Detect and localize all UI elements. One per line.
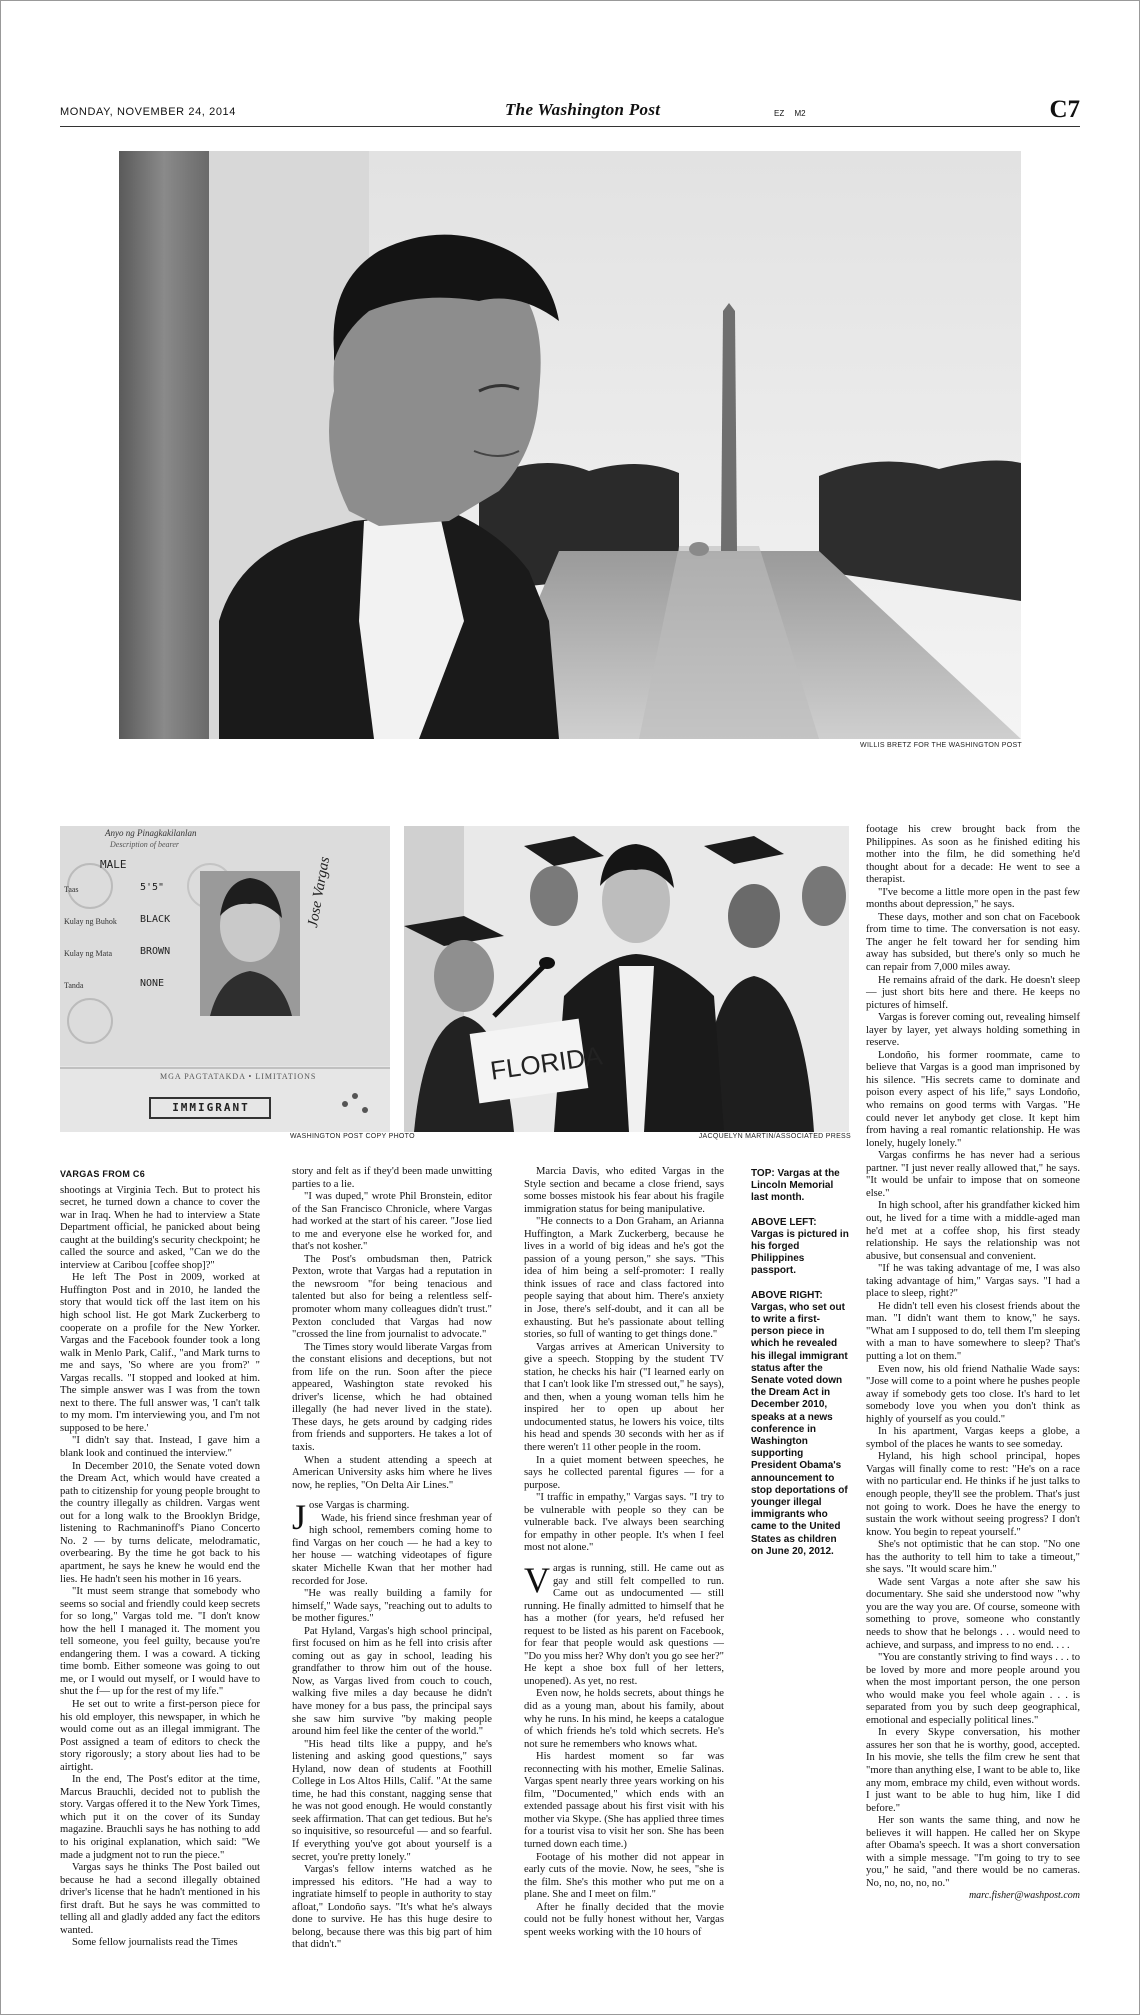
paragraph: After he finally decided that the movie could not be fully honest without her, Vargas spent weeks working with the 10 hours of [524, 1901, 724, 1938]
paragraph: Hyland, his high school principal, hopes Vargas will finally come to rest: "He's on a race with no particular end. He thinks if he just talks to enough people, they'll see the problem. That's just not going to work. Does he have the energy to sustain the work without seeing progress? I don't know. You begin to repeat yourself." [866, 1451, 1080, 1538]
main-photo-credit: WILLIS BRETZ FOR THE WASHINGTON POST [860, 742, 1022, 749]
dropcap-text: ose Vargas is charming. [309, 1500, 410, 1512]
passport-label-hair: Kulay ng Buhok [64, 917, 117, 926]
paragraph: "He connects to a Don Graham, an Arianna Huffington, a Mark Zuckerberg, because he lives in a world of big ideas and he's got the passion of a young person," she says. "This idea of him being a self-promoter: I really think issues of race and class factored into people saying that about him. There's anxiety in Jose, there's self-doubt, and it can all be exhausting. But he's passionate about telling stories, so full of wanting to get things done." [524, 1216, 724, 1341]
paragraph: Wade sent Vargas a note after she saw his documentary. She said she understood now "why you are the way you are. Of course, someone with something to prove, someone who constantly needs to show that he belongs . . . would need to achieve, and surpass, and impress to no end. . . . [866, 1576, 1080, 1651]
paragraph: In high school, after his grandfather kicked him out, he lived for a time with a middle-aged man he'd met at a coffee shop, his first steady relationship. He says the relationship was not abusive, but consensual and convenient. [866, 1200, 1080, 1262]
paragraph: In December 2010, the Senate voted down the Dream Act, which would have created a path to citizenship for young people brought to the country illegally as children. Vargas went out for a long walk to the Brooklyn Bridge, listening to Rachmaninoff's Piano Concerto No. 2 — by turns delicate, melodramatic, overbearing. By the time he got back to his apartment, he says he knew he would end the lies. He hadn't seen his mother in 16 years. [60, 1460, 260, 1585]
newspaper-name: The Washington Post [505, 100, 661, 119]
paragraph: footage his crew brought back from the Philippines. As soon as he finished editing his mother into the film, he did something he'd thought about for a decade: He went to see a therapist. [866, 824, 1080, 886]
paragraph: The Post's ombudsman then, Patrick Pexton, wrote that Vargas had a reputation in the newsroom "for being tenacious and talented but also for being a relentless self-promoter whom many colleagues didn't trust." Pexton concluded that Vargas had now "crossed the line from journalist to advocate." [292, 1253, 492, 1341]
paragraph: Vargas says he thinks The Post bailed out because he had a second illegally obtained driver's license that he hadn't mentioned in his first draft. But he says he was committed to telling all and gladly added any fact the editors wanted. [60, 1862, 260, 1936]
author-email: marc.fisher@washpost.com [968, 1890, 1080, 1902]
news-conference-image [404, 826, 849, 1132]
page-header [60, 98, 1080, 127]
paragraph: shootings at Virginia Tech. But to protect his secret, he turned down a chance to cover the war in Iraq. When he had to interview a State Department official, he panicked about being caught at the building's security checkpoint; he called the source and asked, "Can we do the interview at Caribou [coffee shop]?" [60, 1184, 260, 1271]
paragraph: Londoño, his former roommate, came to believe that Vargas is a good man imprisoned by his silence. "His secrets came to dominate and poison every aspect of his life," says Londoño, who remains on good terms with Vargas. "He could never let anybody get close. It kept him from having a real romantic relationship. He was lonely, hugely lonely." [866, 1049, 1080, 1149]
paragraph: In his apartment, Vargas keeps a globe, a symbol of the places he wants to see someday. [866, 1426, 1080, 1450]
paragraph: He set out to write a first-person piece for his old employer, this newspaper, in which he would come out as an illegal immigrant. The Post assigned a team of editors to check the story rigorously; a story about lies had to be airtight. [60, 1698, 260, 1773]
passport-label-eyes: Kulay ng Mata [64, 949, 112, 958]
passport-label-height: Taas [64, 885, 79, 894]
paragraph: "I've become a little more open in the past few months about depression," he says. [866, 886, 1080, 911]
paragraph: "I was duped," wrote Phil Bronstein, editor of the San Francisco Chronicle, where Vargas had worked at the start of his career. "Jose lied to me and everyone else he worked for, and that's not kosher." [292, 1191, 492, 1253]
paragraph: In the end, The Post's editor at the time, Marcus Brauchli, decided not to publish the story. Vargas offered it to the New York Times, which put it on the cover of its Sunday magazine. Brauchli says he has nothing to add to his original explanation, which said: "We made a judgment not to run the piece." [60, 1774, 260, 1861]
passport-value-hair: BLACK [140, 914, 171, 925]
paragraph: Vargas arrives at American University to give a speech. Stopping by the student TV station, he checks his hair ("I learned early on that I can't look like I'm stressed out," he says), and then, when a young woman tells him he inspired her to open up about her undocumented status, he lowers his voice, tilts his head and spends 30 seconds with her as if there weren't 11 other people in the room. [524, 1341, 724, 1454]
passport-value-marks: NONE [140, 978, 165, 989]
article-column-3 [524, 1166, 724, 1939]
paragraph: Vargas is forever coming out, revealing himself layer by layer, yet always holding something in reserve. [866, 1012, 1080, 1049]
passport-description-label: Anyo ng Pinagkakilanlan [105, 828, 197, 838]
paragraph: He didn't tell even his closest friends about the man. "I didn't want them to know," he says. "What am I supposed to do, tell them I'm sleeping with a man to have somewhere to sleep? That's putting a lot on them." [866, 1300, 1080, 1362]
paragraph: In every Skype conversation, his mother assures her son that he is worthy, good, accepted. In his movie, she tells the film crew he sent that "more than anything else, I want to be able to, like any mom, embrace my child, even without words. I just want to be able to hug him, like I did before." [866, 1727, 1080, 1814]
passport-photo [60, 826, 390, 1132]
dropcap-paragraph [524, 1559, 724, 1688]
paragraph: Footage of his mother did not appear in early cuts of the movie. Now, he sees, "she is the film. She's this mother who put me on a plane. She and I meet on film." [524, 1851, 724, 1901]
passport-field-labels [64, 874, 134, 1002]
paragraph: "I traffic in empathy," Vargas says. "I try to be vulnerable with people so they can be vulnerable back. I've always been searching for empathy in other people. It's when I feel most not alone." [524, 1492, 724, 1554]
page-number: C7 [1049, 96, 1080, 123]
paragraph: He remains afraid of the dark. He doesn't sleep — just short bits here and there. He keeps no pictures of himself. [866, 974, 1080, 1011]
article-column-2 [292, 1166, 492, 1952]
drop-cap: J [292, 1497, 307, 1538]
edition-code: EZ M2 [774, 109, 806, 118]
paragraph: In a quiet moment between speeches, he says he collected parental figures — for a purpose. [524, 1454, 724, 1491]
jump-line: VARGAS FROM C6 [60, 1169, 146, 1179]
paragraph: "If he was taking advantage of me, I was also taking advantage of him," Vargas says. "I had a place to sleep, right?" [866, 1263, 1080, 1300]
paragraph: She's not optimistic that he can stop. "No one has the authority to tell him to take a timeout," she says. "It would scare him." [866, 1539, 1080, 1576]
passport-limitations-label: MGA PAGTATAKDA • LIMITATIONS [160, 1072, 317, 1081]
drop-cap: V [524, 1559, 550, 1600]
rally-photo [404, 826, 849, 1132]
paragraph: These days, mother and son chat on Facebook from time to time. The conversation is not easy. The anger he felt toward her for sending him away has subsided, but there's only so much he can repair from 7,000 miles away. [866, 911, 1080, 974]
paragraph: story and felt as if they'd been made unwitting parties to a lie. [292, 1166, 492, 1190]
dropcap-paragraph [292, 1497, 492, 1538]
article-column-4 [866, 824, 1080, 1903]
paragraph: The Times story would liberate Vargas from the constant elisions and deceptions, but not from life on the run. Soon after the piece appeared, Washington state revoked his driver's license, which he had obtained illegally (he had never lived in the state). These days, he gets around by cadging rides from friends and supporters. He takes a lot of taxis. [292, 1341, 492, 1454]
paragraph: Even now, he holds secrets, about things he did as a young man, about his family, about why he runs. In his mind, he keeps a catalogue of which friends he's told which secrets. He's not sure he remembers who knows what. [524, 1688, 724, 1750]
passport-value-height: 5'5" [140, 882, 165, 893]
paragraph: Pat Hyland, Vargas's high school principal, first focused on him as he fell into crisis after coming out as gay in school, leading his grandfather to throw him out of the house. Now, as Vargas lived from couch to couch, walking five miles a day because he didn't have money for a bus pass, the principal says she saw him survive "by making people around him feel like the center of the world." [292, 1625, 492, 1738]
paragraph: Vargas's fellow interns watched as he impressed his editors. "He had a way to ingratiate himself to people in authority to stay afloat," Londoño says. "It's what he's always done to survive. He has this huge desire to belong, because there was this big part of him that didn't." [292, 1864, 492, 1951]
paragraph: "He was really building a family for himself," Wade says, "reaching out to adults to be mother figures." [292, 1588, 492, 1625]
passport-photo-credit: WASHINGTON POST COPY PHOTO [290, 1133, 415, 1140]
caption-above-right: ABOVE RIGHT: Vargas, who set out to write a first-person piece in which he revealed his illegal immigrant status after the Senate voted down the Dream Act in December 2010, speaks at a news conference in Washington supporting President Obama's announcement to stop deportations of younger illegal immigrants who came to the United States as children on June 20, 2012. [751, 1289, 848, 1557]
passport-signature: Jose Vargas [305, 855, 334, 929]
paragraph: "You are constantly striving to find ways . . . to be loved by more and more people around you when the most important person, the one person who would make you feel whole again . . . is separated from you by such deep geographical, emotional and especially political lines." [866, 1652, 1080, 1726]
paragraph: Some fellow journalists read the Times [72, 1937, 238, 1949]
paragraph: Vargas confirms he has never had a serious partner. "I just never really allowed that," he says. "It would be unfair to impose that on someone else." [866, 1150, 1080, 1199]
passport-value-eyes: BROWN [140, 946, 171, 957]
lincoln-memorial-portrait-image [119, 151, 1021, 739]
passport-label-marks: Tanda [64, 981, 84, 990]
caption-top: TOP: Vargas at the Lincoln Memorial last month. [751, 1168, 840, 1204]
paragraph: "His head tilts like a puppy, and he's listening and asking good questions," says Hyland, now dean of students at Foothill College in Los Altos Hills, Calif. "At the same time, he had this constant, nagging sense that he was not good enough. He would constantly seek affirmation. That can get tedious. But he's so inquisitive, so resourceful — and so fearful. If everything you've got about yourself is a secret, you're pretty lonely." [292, 1738, 492, 1863]
issue-date: MONDAY, NOVEMBER 24, 2014 [60, 106, 236, 118]
paragraph: "I didn't say that. Instead, I gave him a blank look and continued the interview." [60, 1435, 260, 1460]
dropcap-text: argas is running, still. He came out as gay and still felt compelled to run. Came out as undocumented — still running. He finally admitted to himself that he has a mother (for years, he'd refused her request to be listed as his parent on Facebook, for fear that people would ask questions — "Do you miss her? Why don't you go see her?" He kept a shoe box full of her letters, unopened). As yet, no rest. [524, 1562, 724, 1687]
caption-above-left: ABOVE LEFT: Vargas is pictured in his forged Philippines passport. [751, 1216, 849, 1277]
passport-sex-value: MALE [100, 858, 127, 871]
passport-description-sub: Description of bearer [110, 840, 180, 849]
paragraph: Marcia Davis, who edited Vargas in the Style section and became a close friend, says some bosses mistook his fear about his fragile immigration status for being manipulative. [524, 1166, 724, 1215]
paragraph: Even now, his old friend Nathalie Wade says: "Jose will come to a point where he pushes people away if somebody gets too close. It's hard to let somebody love you when you don't think as highly of yourself as you could." [866, 1363, 1080, 1425]
article-column-1 [60, 1168, 260, 1950]
rally-photo-credit: JACQUELYN MARTIN/ASSOCIATED PRESS [698, 1133, 851, 1140]
photo-captions [751, 1168, 849, 1570]
paragraph: He left The Post in 2009, worked at Huffington Post and in 2010, he landed the story that would tick off the last item on his high school list. He got Mark Zuckerberg to cooperate on a profile for the New Yorker. Vargas and the Facebook founder took a long walk in Menlo Park, Calif., "and Mark turns to me and says, 'So where are you from?' " Vargas recalls. "I stopped and looked at him. The simple answer was I was from the town next to there. The full answer was, 'I can't talk to my mom. I'm interviewing you, and I'm not supposed to be here.' [60, 1272, 260, 1434]
florida-sign: FLORIDA [488, 1040, 605, 1086]
paragraph: When a student attending a speech at American University asks him where he lives now, he replies, "On Delta Air Lines." [292, 1454, 492, 1491]
paragraph: Wade, his friend since freshman year of high school, remembers coming home to find Vargas on her couch — he had a key to her house — watching videotapes of figure skater Michelle Kwan that her mother had recorded for Jose. [292, 1512, 492, 1587]
immigrant-stamp: IMMIGRANT [172, 1101, 250, 1114]
paragraph: Her son wants the same thing, and now he believes it will happen. He called her on Skype after Obama's speech. It was a short conversation with a simple message. "I'm going to try to see you," he said, "and there would be no cameras. No, no, no, no, no." [866, 1815, 1080, 1889]
paragraph: "It must seem strange that somebody who seems so social and friendly could keep secrets for so long," Vargas told me. "I don't know how the hell I managed it. The moment you tell someone, you feel guilty, because you're endangering them. I was a coward. A ticking time bomb. Either someone was going to out me, or I would out myself, or I would have to shut the f— up for the rest of my life." [60, 1586, 260, 1698]
column-1-paragraphs [60, 1185, 260, 1950]
passport-field-values [140, 872, 170, 1000]
paragraph: His hardest moment so far was reconnecting with his mother, Emelie Salinas. Vargas spent nearly three years working on his film, "Documented," which ends with an extended passage about his first visit with his mother via Skype. (She has applied three times for a tourist visa to visit her son. She has been turned down each time.) [524, 1751, 724, 1850]
main-photo [119, 151, 1021, 739]
